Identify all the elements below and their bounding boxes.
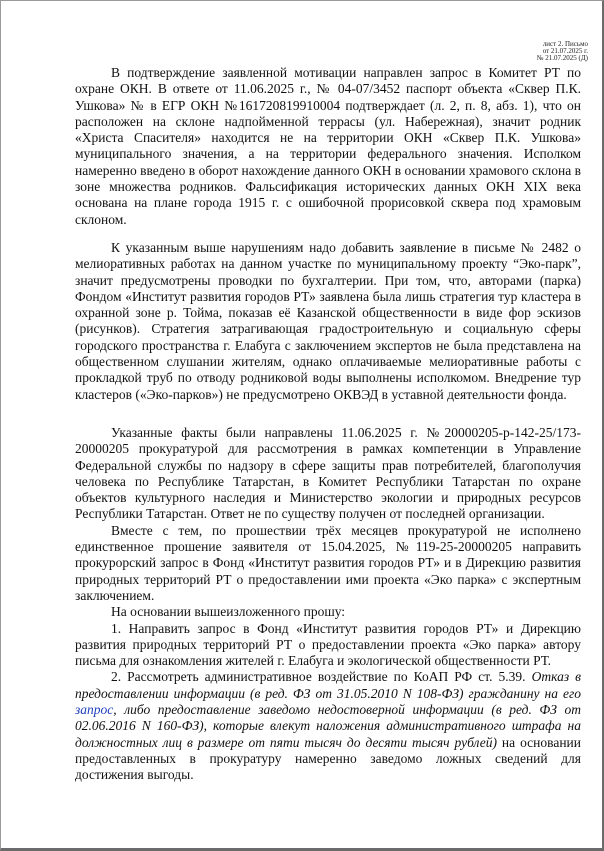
- registration-stamp: [537, 41, 588, 62]
- paragraph-motivation: В подтверждение заявленной мотивации направлен запрос в Комитет РТ по охране ОКН. В ответе от 11.06.2025 г., № 04-07/3452 паспорт объекта «Сквер П.К. Ушкова» № в ЕГР ОКН №161720819910004 подтверждает (л. 2, п. 8, абз. 1), что он расположен на склоне надпойменной террасы (ул. Набережная), значит родник «Христа Спасителя» находится не на территории ОКН «Сквер П.К. Ушкова» муниципального значения, а на территории федерального значения. Исполком намеренно введено в оборот нахождение данного ОКН в основании храмового склона в зоне множества родников. Фальсификация исторических данных ОКН XIX века основана на плане города 1915 г. с ошибочной прорисовкой сквера под храмовым склоном.: [75, 65, 581, 227]
- paragraph-facts-sent: Указанные факты были направлены 11.06.2025 г. №20000205-р-142-25/173-20000205 прокуратурой для рассмотрения в рамках компетенции в Управление Федеральной службы по надзору в сфере защиты прав потребителей, благополучия человека по Республике Татарстан, в Комитет Республики Татарстан по охране объектов культурного наследия и Министерство экологии и природных ресурсов Республики Татарстан. Ответ не по существу получен от последней организации.: [75, 424, 581, 522]
- request-item-1: 1. Направить запрос в Фонд «Институт развития городов РТ» и Дирекцию развития природных территорий РТ о предоставлении проекта «Эко парка» автору письма для ознакомления жителей г. Елабуга и экологической общественности РТ.: [75, 620, 581, 669]
- request-item-2-quote-1: Отказ в предоставлении информации (в ред. ФЗ от 31.05.2010 N 108-ФЗ) гражданину на его: [75, 669, 581, 701]
- request-item-2-tail: на основании предоставленных в прокуратуру намеренно заведомо ложных сведений для достижения выгоды.: [75, 734, 581, 783]
- request-item-2-quote-2: , либо предоставление заведомо недостоверной информации (в ред. ФЗ от 02.06.2016 N 160-ФЗ), которые влекут наложения административного штрафа на должностных лиц в размере от пяти тысяч до десяти тысяч рублей): [75, 701, 581, 750]
- request-link[interactable]: запрос: [75, 701, 114, 717]
- request-item-2-lead: 2. Рассмотреть административное воздействие по КоАП РФ ст. 5.39.: [111, 669, 532, 685]
- stamp-line-date: от 21.07.2025 г.: [542, 47, 588, 55]
- paragraph-request-intro: На основании вышеизложенного прошу:: [111, 604, 346, 620]
- letter-body: [75, 65, 581, 783]
- paragraph-not-executed: Вместе с тем, по прошествии трёх месяцев прокуратурой не исполнено единственное прошение заявителя от 15.04.2025, №119-25-20000205 направить прокурорский запрос в Фонд «Институт развития городов РТ» и в Дирекцию развития природных территорий РТ о предоставлении ими проекта «Эко парка» с экспертным заключением.: [75, 522, 581, 603]
- request-item-2: [75, 669, 581, 783]
- stamp-line-sheet: лист 2. Письмо: [542, 40, 588, 48]
- stamp-line-number: № 21.07.2025 (Д): [536, 54, 588, 62]
- paragraph-violations: К указанным выше нарушениям надо добавить заявление в письме № 2482 о мелиоративных работах на данном участке по муниципальному проекту “Эко-парк”, значит предусмотрены проводки по бухгалтерии. При том, что, авторами (парка) Фондом «Институт развития городов РТ» заявлена была лишь стратегия тур кластера в охранной зоне р. Тойма, показав её Казанской общественности в виде фор эскизов (рисунков). Стратегия затрагивающая градостроительную и социальную сферы городского пространства г. Елабуга с заключением экспертов не была представлена на общественном слушании жителям, однако оплачиваемые мелиоративные работы с прокладкой труб по отводу родниковой воды выполнены исполкомом. Внедрение тур кластеров («Эко-парков») не предусмотрено ОКВЭД в уставной деятельности фонда.: [75, 239, 581, 402]
